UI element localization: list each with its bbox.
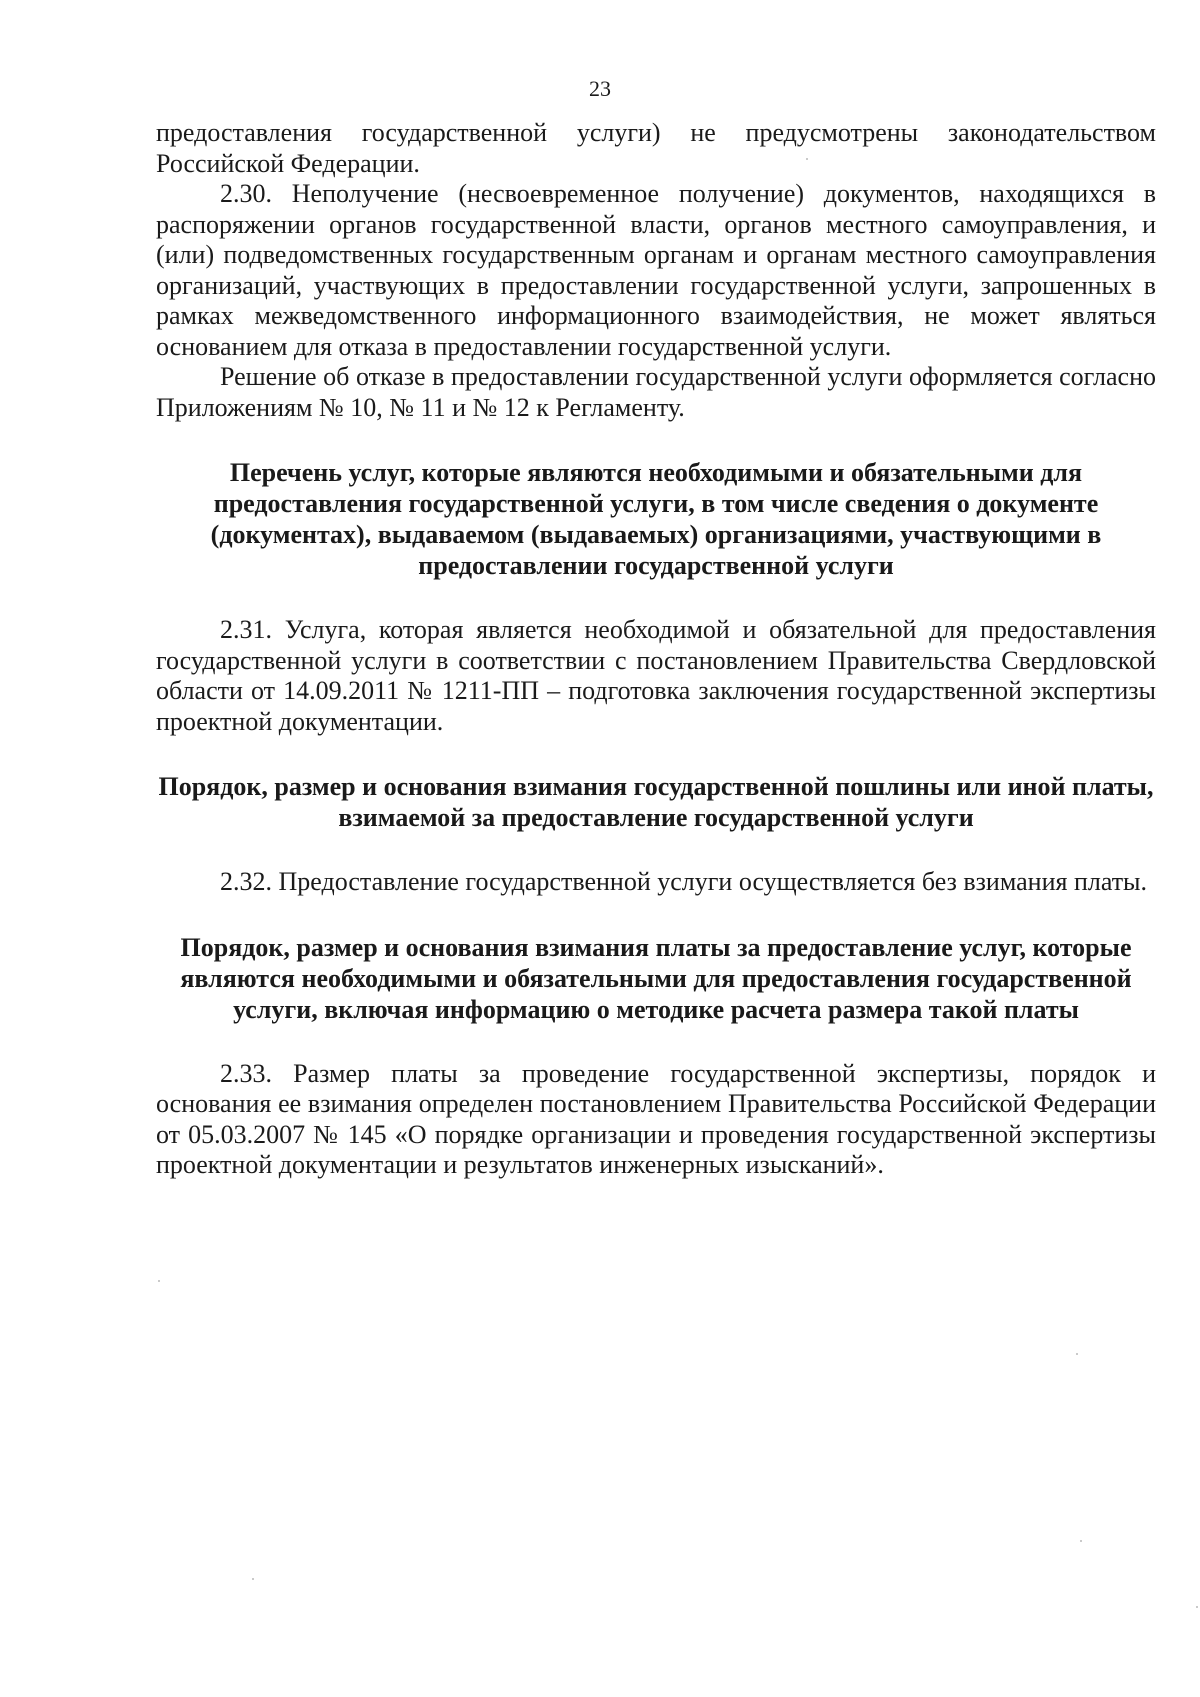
paragraph-2-30: 2.30. Неполучение (несвоевременное получение) документов, находящихся в распоряжении органов государственной власти, органов местного самоуправления, и (или) подведомственных государственным органам и органам местного самоуправления организаций, участвующих в предоставлении государственной услуги, запрошенных в рамках межведомственного информационного взаимодействия, не может являться основанием для отказа в предоставлении государственной услуги.: [156, 179, 1156, 361]
scan-speck: [158, 1280, 160, 1282]
scan-speck: [806, 158, 808, 160]
paragraph-2-33: 2.33. Размер платы за проведение государственной экспертизы, порядок и основания ее взимания определен постановлением Правительства Российской Федерации от 05.03.2007 № 145 «О порядке организации и проведения государственной экспертизы проектной документации и результатов инженерных изысканий».: [156, 1058, 1156, 1179]
page-number: 23: [589, 76, 611, 101]
scan-speck: [252, 1578, 254, 1580]
heading-services-list: Перечень услуг, которые являются необходимыми и обязательными для предоставления государственной услуги, в том числе сведения о документе (документах), выдаваемом (выдаваемых) организациями, участвующими в предоставлении государственной услуги: [210, 458, 1102, 580]
paragraph-refusal-decision: Решение об отказе в предоставлении государственной услуги оформляется согласно Приложениям № 10, № 11 и № 12 к Регламенту.: [156, 362, 1156, 422]
page-content: [156, 118, 1156, 1181]
paragraph-2-31: 2.31. Услуга, которая является необходимой и обязательной для предоставления государственной услуги в соответствии с постановлением Правительства Свердловской области от 14.09.2011 № 1211-ПП – подготовка заключения государственной экспертизы проектной документации.: [156, 615, 1156, 736]
scan-speck: [1080, 1540, 1082, 1542]
scan-speck: [1196, 1606, 1198, 1608]
scan-speck: [1076, 1353, 1078, 1355]
heading-state-fee: Порядок, размер и основания взимания государственной пошлины или иной платы, взимаемой за предоставление государственной услуги: [158, 772, 1154, 832]
paragraph-2-32: 2.32. Предоставление государственной услуги осуществляется без взимания платы.: [220, 867, 1148, 896]
paragraph-continuation: предоставления государственной услуги) не предусмотрены законодательством Российской Федерации.: [156, 118, 1156, 178]
heading-service-payment: Порядок, размер и основания взимания платы за предоставление услуг, которые являются необходимыми и обязательными для предоставления государственной услуги, включая информацию о методике расчета размера такой платы: [180, 932, 1132, 1024]
